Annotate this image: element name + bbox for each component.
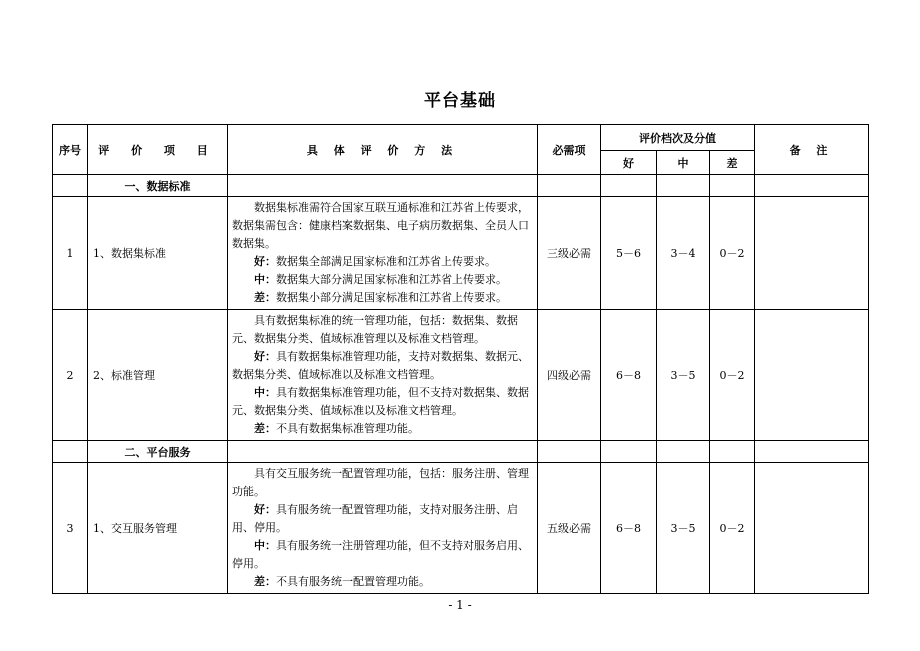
row-method [228,197,538,310]
table-row [53,197,869,310]
row-good-score: 6－8 [601,463,657,594]
row-remark [755,197,869,310]
section-row [53,175,869,197]
row-required: 五级必需 [538,463,601,594]
row-required: 三级必需 [538,197,601,310]
mid-label: 中： [254,386,276,399]
good-label: 好： [254,255,276,268]
bad-label: 差： [254,291,276,304]
mid-text: 具有数据集标准管理功能，但不支持对数据集、数据元、数据集分类、值域标准以及标准文档管理。 [232,386,529,417]
header-row [53,125,869,151]
row-seq: 3 [53,463,88,594]
row-bad-score: 0－2 [710,310,755,441]
row-method [228,463,538,594]
row-good-score: 6－8 [601,310,657,441]
method-intro: 具有数据集标准的统一管理功能，包括：数据集、数据元、数据集分类、值域标准管理以及标准文档管理。 [232,314,518,345]
row-required: 四级必需 [538,310,601,441]
bad-label: 差： [254,575,276,588]
section-row [53,441,869,463]
method-intro: 数据集标准需符合国家互联互通标准和江苏省上传要求，数据集需包含：健康档案数据集、电子病历数据集、全员人口数据集。 [232,201,529,250]
row-seq: 1 [53,197,88,310]
mid-text: 具有服务统一注册管理功能，但不支持对服务启用、停用。 [232,539,529,570]
header-bad: 差 [710,151,755,175]
row-good-score: 5－6 [601,197,657,310]
evaluation-table [52,124,869,594]
bad-label: 差： [254,422,276,435]
good-label: 好： [254,350,276,363]
header-mid: 中 [657,151,710,175]
section-label: 一、数据标准 [88,175,228,197]
row-mid-score: 3－4 [657,197,710,310]
good-text: 数据集全部满足国家标准和江苏省上传要求。 [276,255,496,268]
mid-text: 数据集大部分满足国家标准和江苏省上传要求。 [276,273,507,286]
row-method [228,310,538,441]
row-bad-score: 0－2 [710,463,755,594]
bad-text: 数据集小部分满足国家标准和江苏省上传要求。 [276,291,507,304]
good-text: 具有数据集标准管理功能，支持对数据集、数据元、数据集分类、值域标准以及标准文档管理。 [232,350,529,381]
section-label: 二、平台服务 [88,441,228,463]
row-remark [755,463,869,594]
row-item: 1、交互服务管理 [88,463,228,594]
page-number: - 1 - [448,598,472,612]
row-item: 2、标准管理 [88,310,228,441]
row-remark [755,310,869,441]
bad-text: 不具有服务统一配置管理功能。 [276,575,430,588]
bad-text: 不具有数据集标准管理功能。 [276,422,419,435]
header-levels: 评价档次及分值 [601,125,755,151]
row-seq: 2 [53,310,88,441]
method-intro: 具有交互服务统一配置管理功能，包括：服务注册、管理功能。 [232,467,529,498]
mid-label: 中： [254,273,276,286]
table-row [53,310,869,441]
row-bad-score: 0－2 [710,197,755,310]
header-required: 必需项 [538,125,601,175]
header-remark: 备 注 [755,125,869,175]
page-title: 平台基础 [424,91,496,111]
header-item: 评 价 项 目 [88,125,228,175]
row-item: 1、数据集标准 [88,197,228,310]
row-mid-score: 3－5 [657,463,710,594]
header-method: 具 体 评 价 方 法 [228,125,538,175]
header-seq: 序号 [53,125,88,175]
table-row [53,463,869,594]
mid-label: 中： [254,539,276,552]
header-good: 好 [601,151,657,175]
good-label: 好： [254,503,276,516]
row-mid-score: 3－5 [657,310,710,441]
good-text: 具有服务统一配置管理功能，支持对服务注册、启用、停用。 [232,503,518,534]
